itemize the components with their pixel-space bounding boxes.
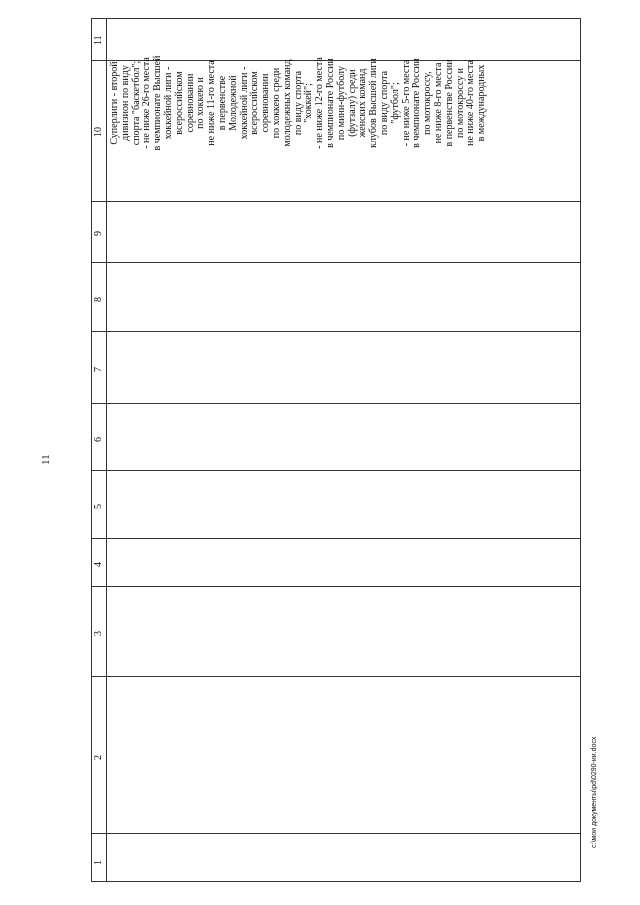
text-line: всероссийском [173,71,185,135]
column-divider [91,676,581,677]
column-number-3: 3 [93,631,104,636]
text-line: женских команд [357,68,369,138]
text-line: молодежных команд [281,59,293,147]
column-divider [91,262,581,263]
footer-file-path: c:\мои документы\pd\0290-ии.docx [591,736,598,848]
text-line: - не ниже 26-го места [141,57,153,149]
text-line: "хоккей"; [303,83,315,123]
column-number-8: 8 [93,297,104,302]
text-line: не ниже 8-го места [432,62,444,144]
text-line: "футбол"; [389,82,401,124]
column-divider [91,538,581,539]
text-line: Молодежной [227,75,239,131]
column-number-2: 2 [93,755,104,760]
text-line: по виду спорта [292,70,304,136]
text-line: по виду спорта [378,70,390,136]
column-number-5: 5 [93,504,104,509]
text-line: дивизион по виду [119,65,131,141]
text-line: хоккейной лиги - [238,66,250,140]
text-line: соревновании [184,73,196,133]
column-number-1: 1 [93,860,104,865]
text-line: (футзалу) среди [346,69,358,137]
text-line: в чемпионате Высшей [152,55,164,151]
text-line: по хоккею среди [270,67,282,139]
text-line: - не ниже 5-го места [400,59,412,147]
text-line: в первенстве [216,75,228,131]
text-line: по хоккею и [195,77,207,129]
text-line: по мини-футболу [335,65,347,141]
text-line: спорта "баскетбол"; [130,60,142,146]
column-divider [91,470,581,471]
text-line: - не ниже 12-го места [314,57,326,149]
text-line: не ниже 40-го места [465,60,477,146]
text-line: в чемпионате России [324,58,336,148]
text-line: клубов Высшей лиги [368,58,380,148]
text-line: в международных [476,64,488,142]
text-line: в чемпионате России [411,58,423,148]
column-divider [91,331,581,332]
text-line: хоккейной лиги - [162,66,174,140]
text-line: соревновании [260,73,272,133]
text-line: в первенстве России [443,59,455,147]
column-number-11: 11 [93,35,104,45]
text-line: всероссийском [249,71,261,135]
column-divider [91,586,581,587]
column-10-cell-text [110,18,582,188]
column-number-10: 10 [93,127,104,137]
text-line: Суперлиги - второй [109,61,120,145]
column-number-6: 6 [93,437,104,442]
column-number-9: 9 [93,231,104,236]
text-line: по мотокроссу и [454,68,466,138]
column-divider [91,201,581,202]
column-divider [91,403,581,404]
header-row-divider [106,18,107,882]
page-number: 11 [40,454,52,465]
text-line: по мотокроссу, [422,71,434,135]
text-line: не ниже 11-го места [206,60,218,146]
column-divider [91,833,581,834]
column-number-4: 4 [93,562,104,567]
column-number-7: 7 [93,367,104,372]
